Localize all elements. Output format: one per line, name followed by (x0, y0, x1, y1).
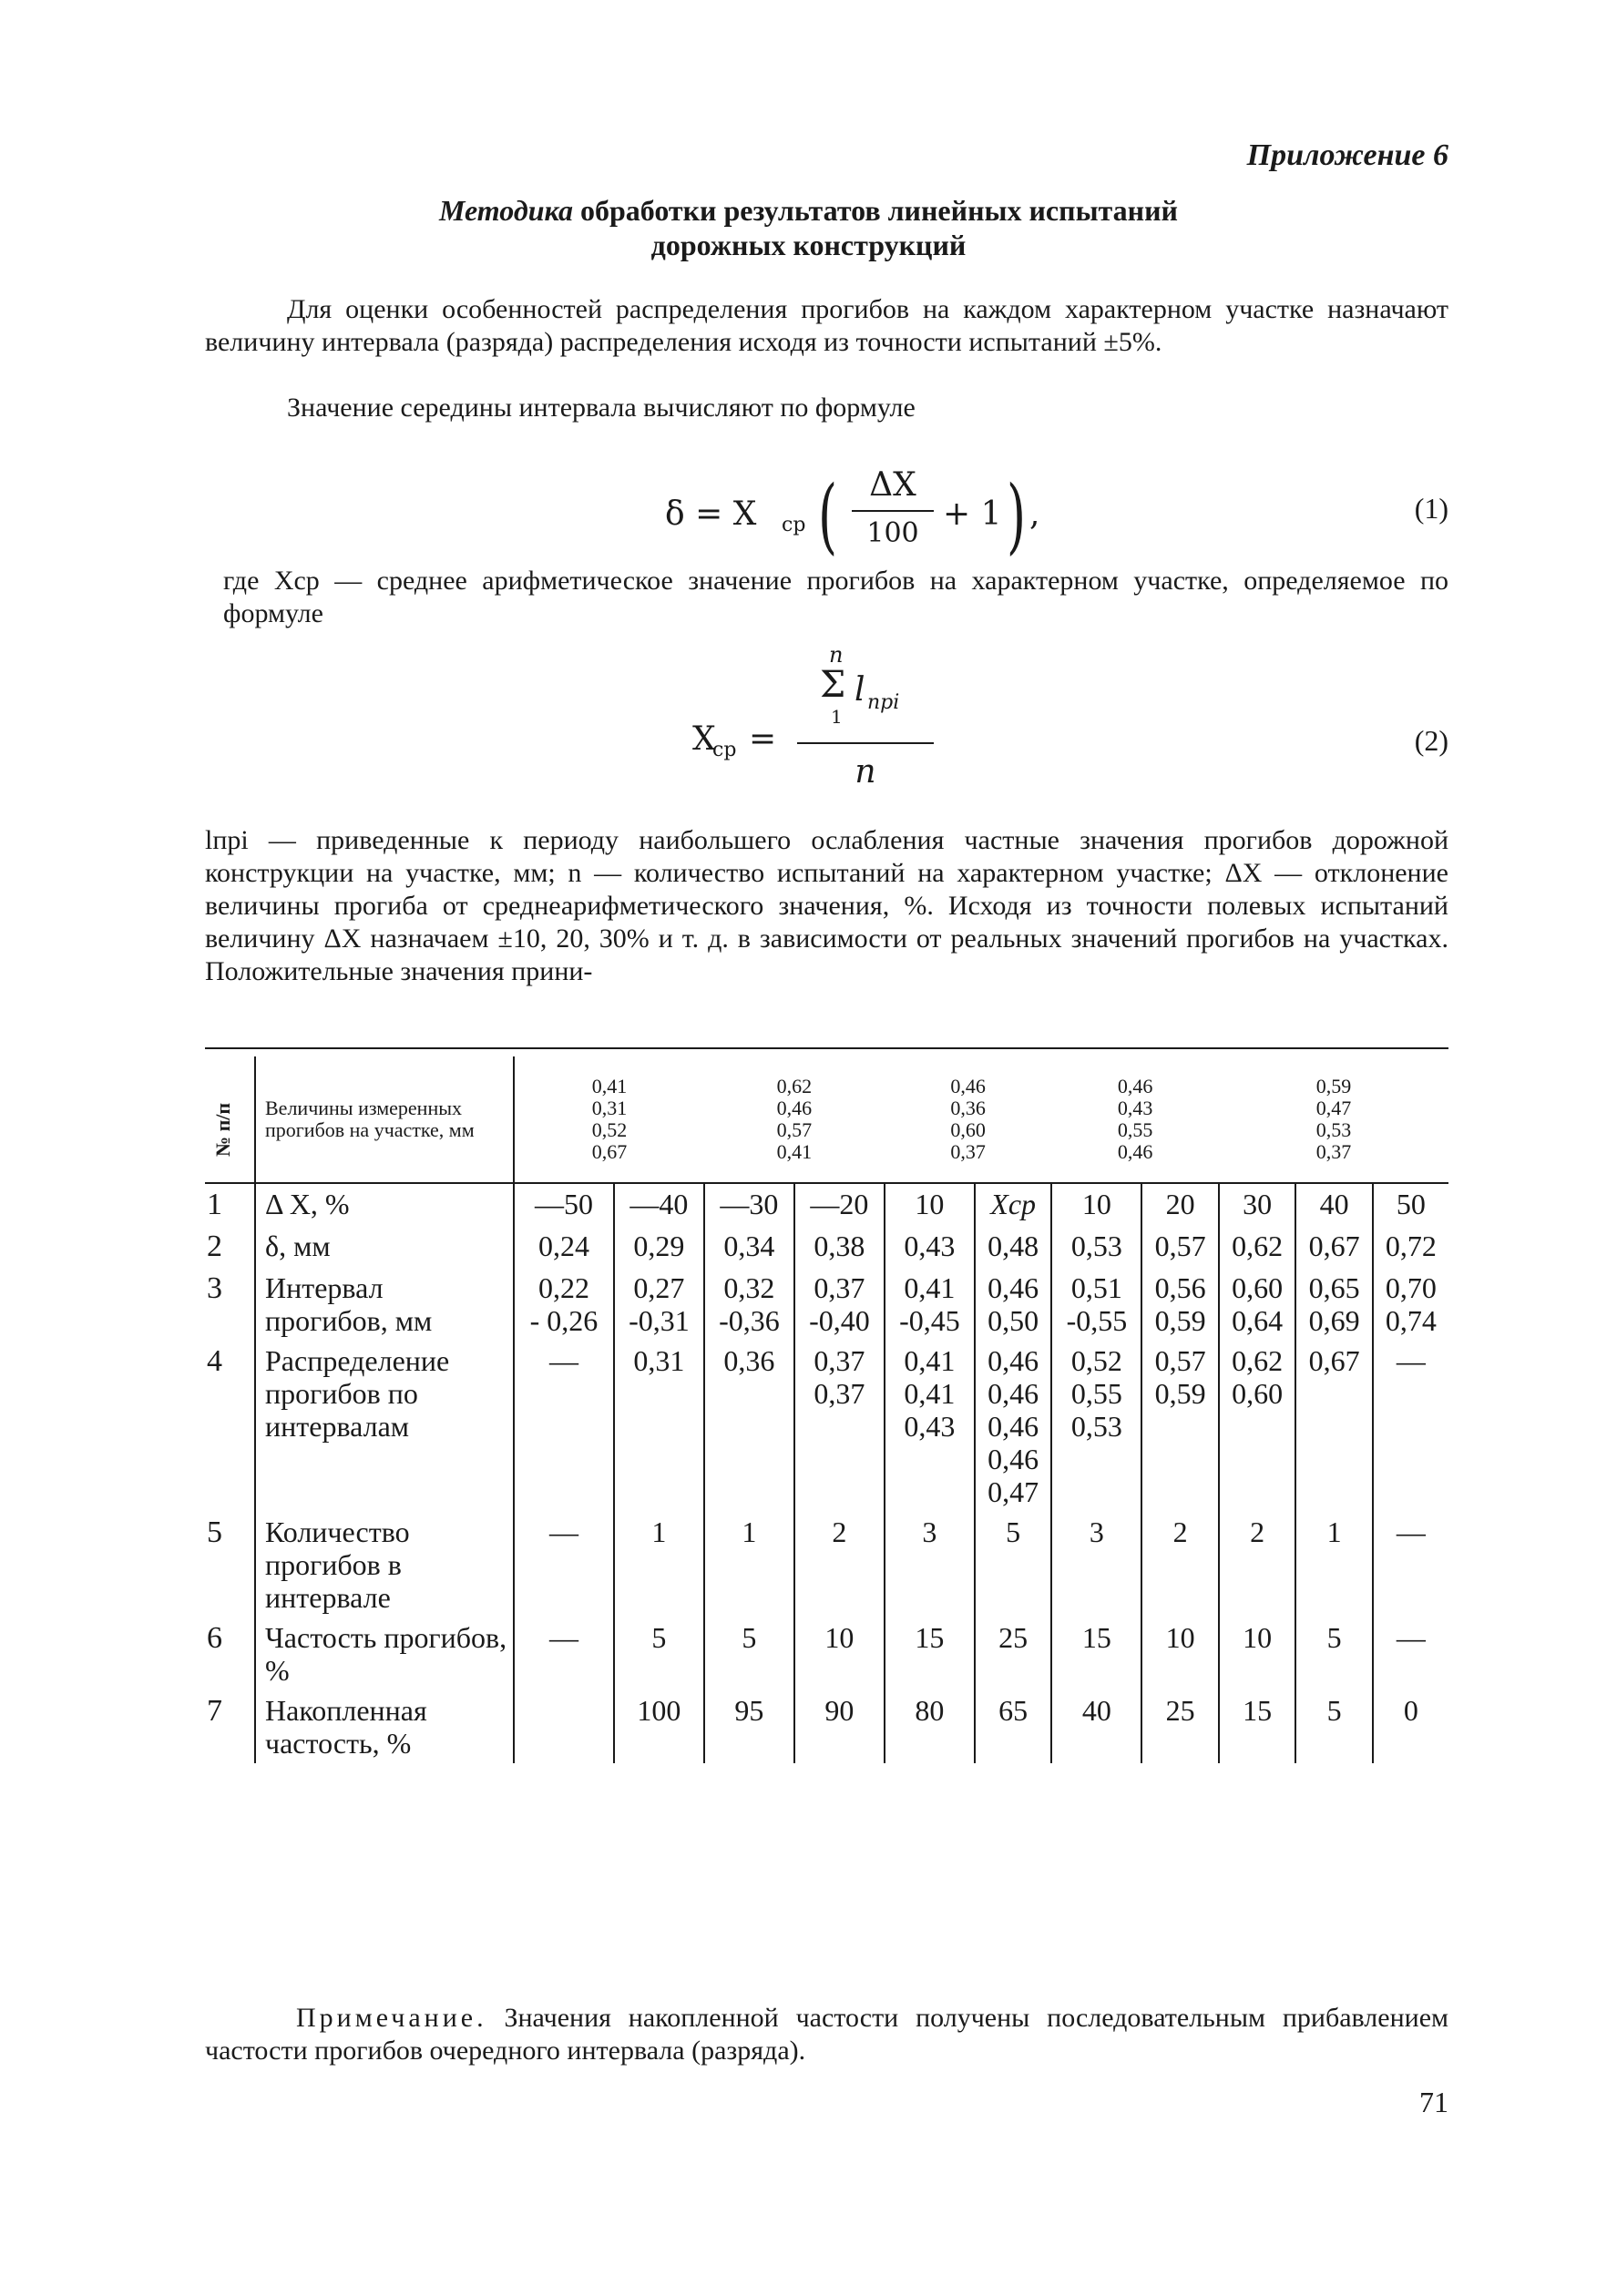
table-cell: — (1373, 1617, 1448, 1690)
table-cell: —50 (514, 1184, 614, 1226)
table-cell: —40 (614, 1184, 704, 1226)
formula-1-right-paren: ) (1007, 468, 1027, 564)
table-cell: 5 (614, 1617, 704, 1690)
table-cell: 0,48 (975, 1226, 1051, 1268)
intro-paragraph: Для оценки особенностей распределения прогибов на каждом характерном участке назначают величину интервала (разряда) распределения исходя из точности испытаний ±5%. (205, 294, 1448, 357)
row-label: Накопленная частость, % (255, 1690, 514, 1763)
row-number: 5 (207, 1515, 222, 1549)
header-group-5: 0,59 0,47 0,53 0,37 (1315, 1075, 1352, 1163)
table-cell: 0,36 (704, 1341, 794, 1512)
row-label: Интервал прогибов, мм (255, 1268, 514, 1341)
table-row (205, 1690, 1448, 1763)
table-cell: 30 (1219, 1184, 1295, 1226)
formula-1-comma: , (1029, 495, 1040, 533)
formula-1-fraction-bar (852, 510, 934, 512)
formula-1 (665, 466, 1048, 574)
formula-1-tail: + 1 (943, 495, 1002, 533)
table-cell: 10 (1141, 1617, 1218, 1690)
table-cell: — (514, 1341, 614, 1512)
table-cell (514, 1690, 614, 1763)
table-cell: 25 (975, 1617, 1051, 1690)
table-cell: — (514, 1617, 614, 1690)
table-cell: 0,70 0,74 (1373, 1268, 1448, 1341)
table-cell: 2 (1219, 1512, 1295, 1617)
table-cell: 0,65 0,69 (1295, 1268, 1372, 1341)
table-cell: 0,41 -0,45 (885, 1268, 975, 1341)
table-top-rule (205, 1047, 1448, 1049)
table-cell: 0,62 0,60 (1219, 1341, 1295, 1512)
table-cell: 0,34 (704, 1226, 794, 1268)
table-cell: — (514, 1512, 614, 1617)
header-group-1: 0,41 0,31 0,52 0,67 (514, 1056, 704, 1182)
table-cell: 15 (1219, 1690, 1295, 1763)
table-row (205, 1512, 1448, 1617)
table-cell: 0,22 - 0,26 (514, 1268, 614, 1341)
where-paragraph: где Xср — среднее арифметическое значение прогибов на характерном участке, определяемое по формуле (223, 566, 1448, 628)
table-cell: 10 (794, 1617, 885, 1690)
table-cell: 0,53 (1051, 1226, 1141, 1268)
table-cell: 2 (794, 1512, 885, 1617)
table-cell: — (1373, 1341, 1448, 1512)
page-number: 71 (1419, 2086, 1448, 2118)
results-table (205, 1056, 1448, 1763)
table-cell: 5 (1295, 1617, 1372, 1690)
table-cell: 0,67 (1295, 1341, 1372, 1512)
row-number: 3 (207, 1271, 222, 1305)
note-heading: Примечание. (296, 2003, 487, 2033)
formula-2 (692, 642, 966, 797)
table-cell: —20 (794, 1184, 885, 1226)
header-group-3: 0,46 0,36 0,60 0,37 (950, 1075, 986, 1163)
table-cell: 5 (975, 1512, 1051, 1617)
formula-1-lhs: δ = X (665, 495, 757, 533)
title-line1-rest: обработки результатов линейных испытаний (579, 194, 1178, 227)
formula-1-sub: ср (782, 514, 806, 536)
table-cell: 0,56 0,59 (1141, 1268, 1218, 1341)
table-cell: 0,57 0,59 (1141, 1341, 1218, 1512)
row-number: 7 (207, 1694, 222, 1728)
table-cell: 0,67 (1295, 1226, 1372, 1268)
table-cell: 50 (1373, 1184, 1448, 1226)
table-row (205, 1341, 1448, 1512)
table-cell: 0,27 -0,31 (614, 1268, 704, 1341)
row-number: 6 (207, 1621, 222, 1655)
table-cell: 15 (1051, 1617, 1141, 1690)
table-cell: 0,32 -0,36 (704, 1268, 794, 1341)
table-note (205, 2002, 1448, 2067)
table-cell: 40 (1295, 1184, 1372, 1226)
row-label: Распределение прогибов по интервалам (255, 1341, 514, 1512)
header-group-4: 0,46 0,43 0,55 0,46 (1117, 1075, 1153, 1163)
table-cell: — (1373, 1512, 1448, 1617)
note-text: Значения накопленной частости получены последовательным прибавлением частости прогибов очередного интервала (разряда). (205, 2003, 1448, 2066)
row-number-header-text: № п/п (211, 1102, 234, 1157)
table-cell: 0,41 0,41 0,43 (885, 1341, 975, 1512)
formula-2-lower-limit: 1 (831, 706, 843, 728)
row-label: Частость прогибов, % (255, 1617, 514, 1690)
formula-1-left-paren: ( (818, 468, 838, 564)
table-cell: 3 (1051, 1512, 1141, 1617)
table-cell: 0,52 0,55 0,53 (1051, 1341, 1141, 1512)
table-cell: 10 (1051, 1184, 1141, 1226)
row-label: Δ X, % (255, 1184, 514, 1226)
table-cell: 0,31 (614, 1341, 704, 1512)
row-label: δ, мм (255, 1226, 514, 1268)
formula-2-fraction-bar (797, 742, 934, 744)
table-cell: 2 (1141, 1512, 1218, 1617)
table-cell: 0,72 (1373, 1226, 1448, 1268)
table-cell: 40 (1051, 1690, 1141, 1763)
formula-2-denominator: n (855, 753, 876, 791)
table-cell: 1 (614, 1512, 704, 1617)
table-cell: 0 (1373, 1690, 1448, 1763)
table-row (205, 1268, 1448, 1341)
table-cell: 100 (614, 1690, 704, 1763)
table-cell: Xср (975, 1184, 1051, 1226)
table-cell: —30 (704, 1184, 794, 1226)
table-row (205, 1184, 1448, 1226)
table-cell: 0,43 (885, 1226, 975, 1268)
table-cell: 0,29 (614, 1226, 704, 1268)
table-cell: 25 (1141, 1690, 1218, 1763)
table-cell: 1 (704, 1512, 794, 1617)
intro-formula-lead: Значение середины интервала вычисляют по формуле (287, 393, 916, 423)
table-cell: 90 (794, 1690, 885, 1763)
title-line2: дорожных конструкций (650, 229, 967, 261)
row-number: 4 (207, 1344, 222, 1378)
document-title (273, 193, 1344, 262)
explanation-paragraph: lпрi — приведенные к периоду наибольшего ослабления частные значения прогибов дорожной конструкции на участке, мм; n — количество испытаний на характерном участке; ΔX — отклонение величины прогиба от среднеарифметического значения, %. Исходя из точности полевых испытаний величину ΔX назначаем ±10, 20, 30% и т. д. в зависимости от реальных значений прогибов на участках. Положительные значения прини- (205, 825, 1448, 986)
table-cell: 10 (1219, 1617, 1295, 1690)
formula-1-denominator: 100 (866, 517, 919, 549)
formula-1-number: (1) (1414, 492, 1448, 525)
appendix-label: Приложение 6 (1246, 138, 1448, 172)
table-cell: 0,37 -0,40 (794, 1268, 885, 1341)
table-row (205, 1617, 1448, 1690)
formula-2-lhs: X (692, 720, 716, 758)
table-cell: 0,46 0,46 0,46 0,46 0,47 (975, 1341, 1051, 1512)
table-cell: 0,46 0,50 (975, 1268, 1051, 1341)
formula-2-term-sub: прi (867, 691, 900, 714)
table-cell: 0,51 -0,55 (1051, 1268, 1141, 1341)
row-number: 1 (207, 1188, 222, 1221)
table-cell: 0,24 (514, 1226, 614, 1268)
table-cell: 5 (704, 1617, 794, 1690)
table-cell: 0,37 0,37 (794, 1341, 885, 1512)
table-cell: 80 (885, 1690, 975, 1763)
formula-1-numerator: ΔX (869, 466, 916, 504)
table-cell: 95 (704, 1690, 794, 1763)
table-cell: 0,57 (1141, 1226, 1218, 1268)
row-label: Количество прогибов в интервале (255, 1512, 514, 1617)
formula-2-eq: = (749, 720, 777, 758)
table-cell: 10 (885, 1184, 975, 1226)
table-row (205, 1226, 1448, 1268)
formula-2-term: l (855, 671, 865, 709)
table-cell: 3 (885, 1512, 975, 1617)
table-cell: 65 (975, 1690, 1051, 1763)
row-number: 2 (207, 1230, 222, 1263)
title-italic-word: Методика (439, 194, 573, 227)
table-cell: 0,62 (1219, 1226, 1295, 1268)
header-group-2: 0,62 0,46 0,57 0,41 (776, 1075, 813, 1163)
table-cell: 0,60 0,64 (1219, 1268, 1295, 1341)
table-header-row (205, 1056, 1448, 1182)
formula-2-sub: ср (712, 739, 737, 761)
table-cell: 1 (1295, 1512, 1372, 1617)
formula-2-upper-limit: n (829, 642, 844, 668)
table-cell: 0,38 (794, 1226, 885, 1268)
table-cell: 20 (1141, 1184, 1218, 1226)
row-number-header (205, 1056, 255, 1182)
measured-deflections-header: Величины измеренных прогибов на участке, мм (255, 1056, 514, 1182)
table-cell: 5 (1295, 1690, 1372, 1763)
table-cell: 15 (885, 1617, 975, 1690)
formula-2-number: (2) (1414, 724, 1448, 757)
formula-2-sigma: Σ (820, 664, 846, 706)
